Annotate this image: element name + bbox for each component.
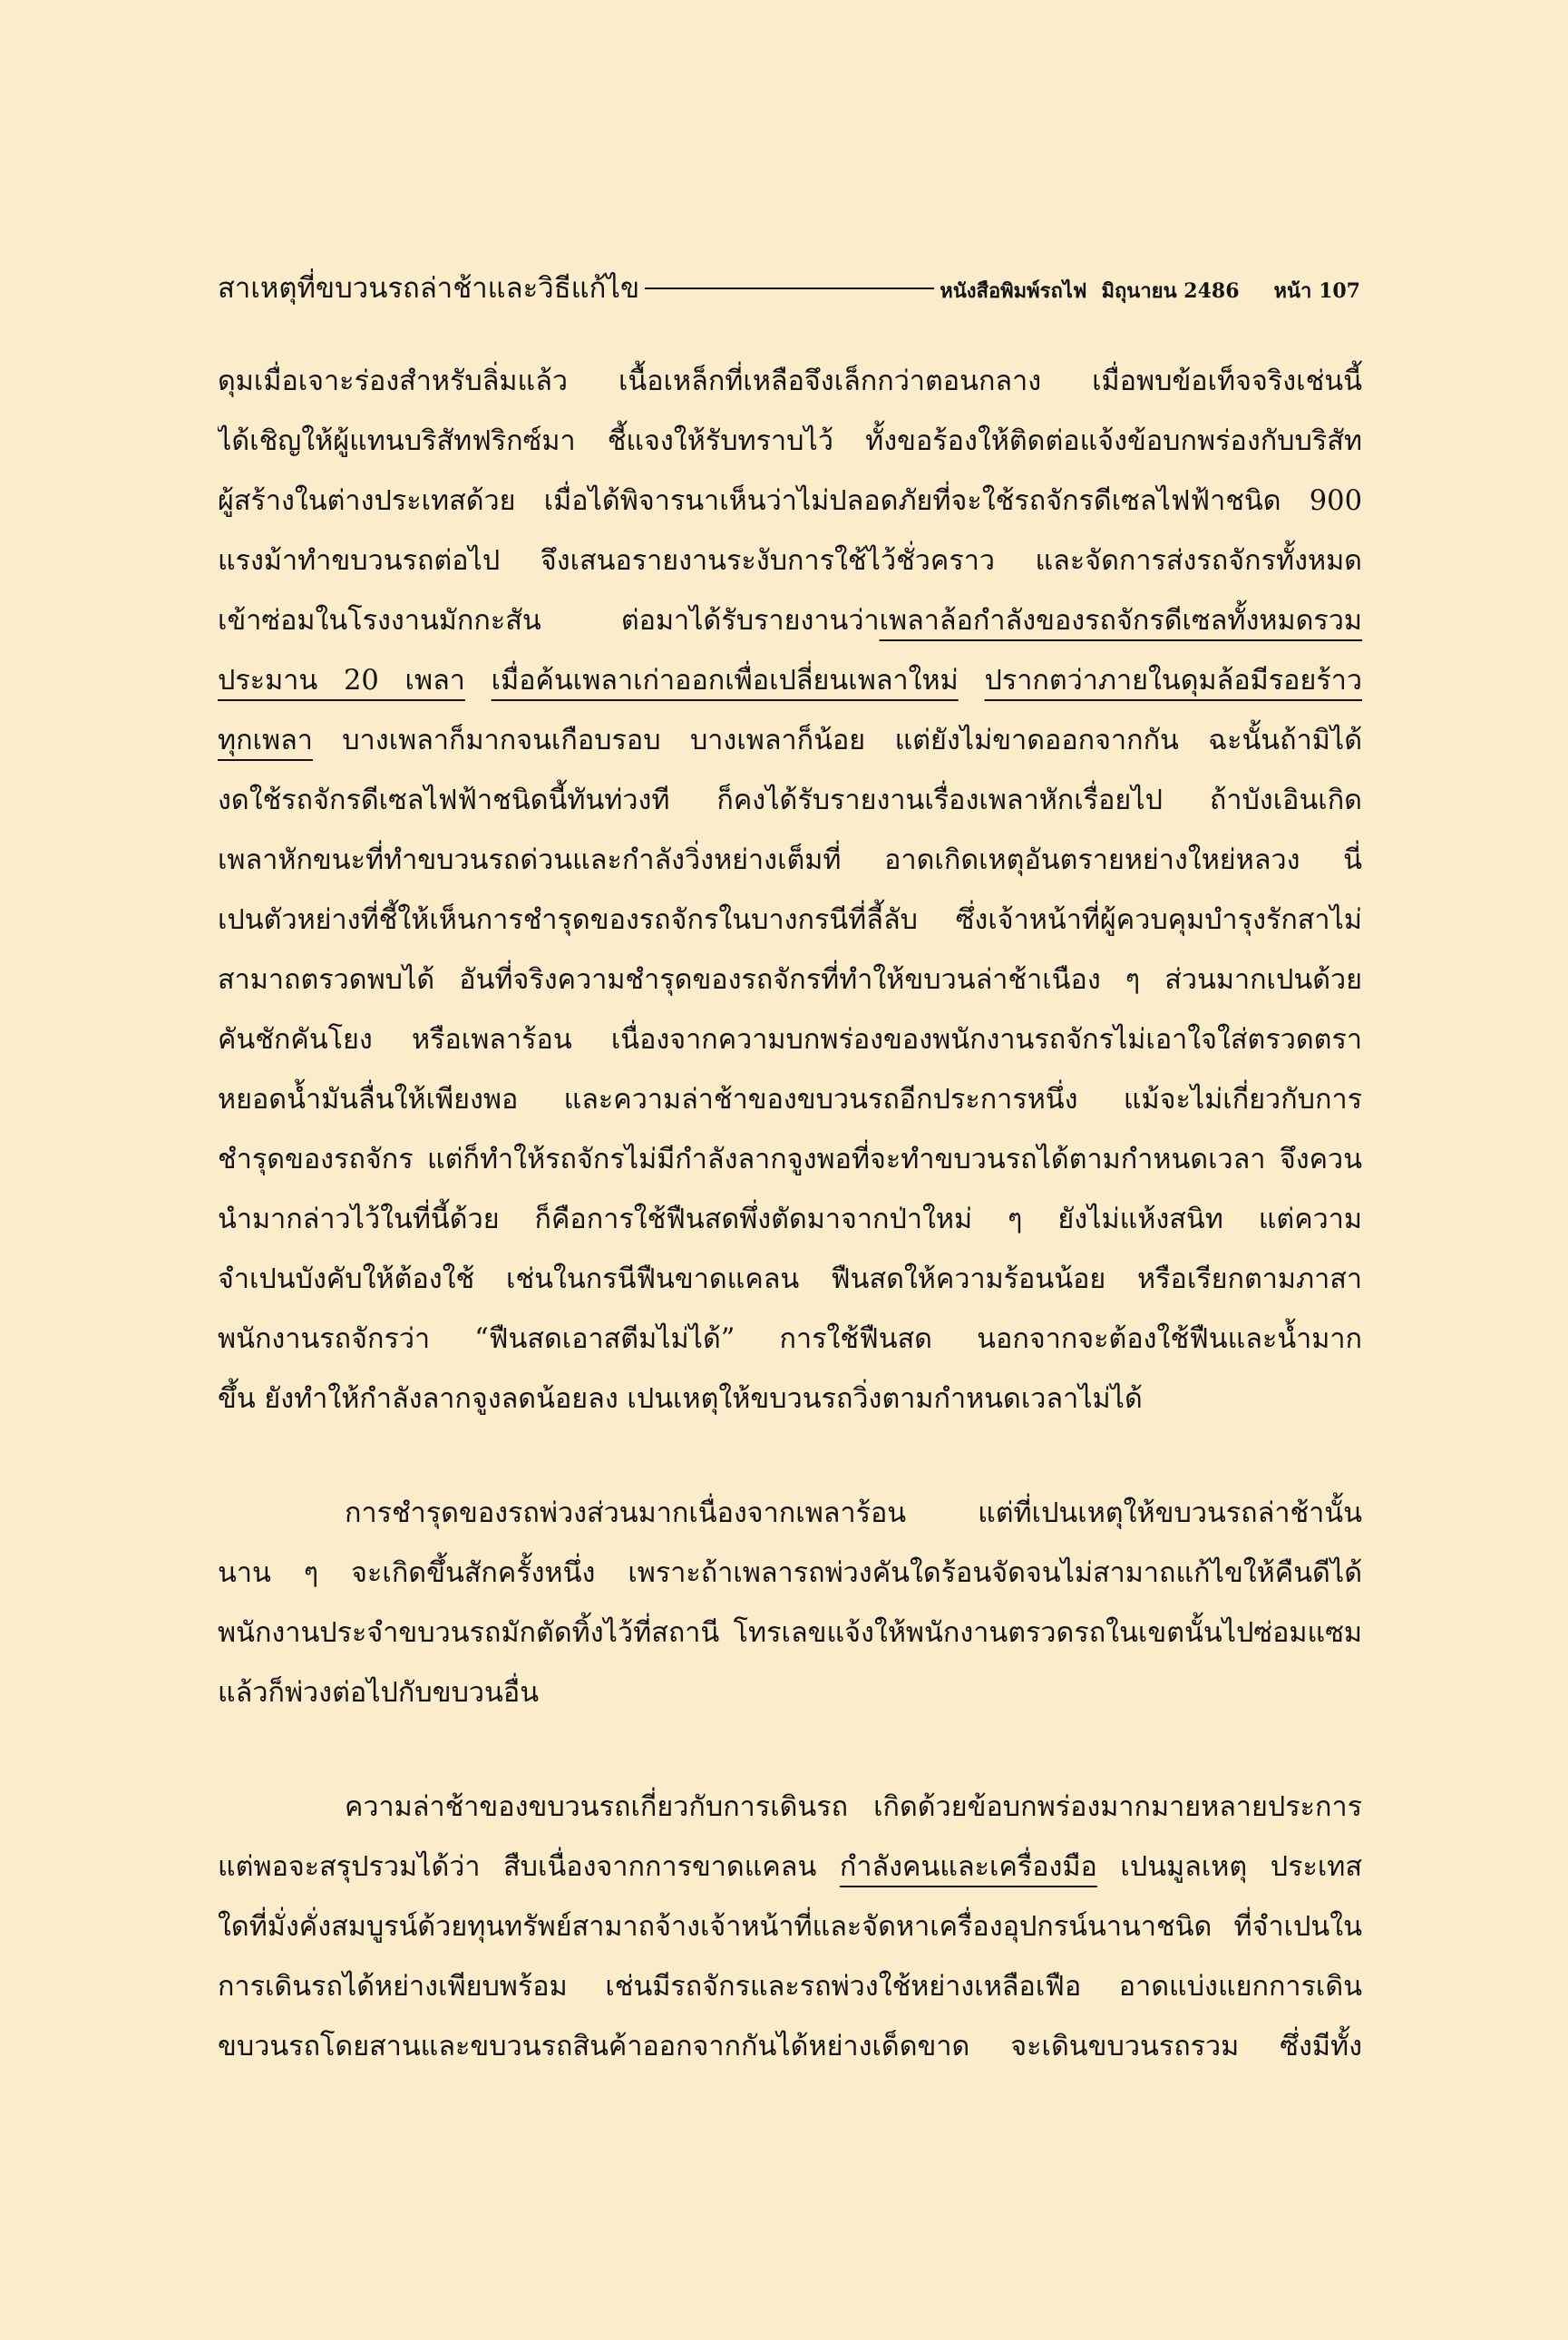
header-date: มิถุนายน 2486 — [1101, 279, 1240, 303]
text-line — [218, 591, 1362, 651]
text-line: การชำรุดของรถพ่วงส่วนมากเนื่องจากเพลาร้อน แต่ที่เปนเหตุให้ขบวนรถล่าช้านั้น — [345, 1497, 1362, 1529]
header-publication: หนังสือพิมพ์รถไฟ — [940, 279, 1087, 303]
text-line: จำเปนบังคับให้ต้องใช้ เช่นในกรนีฟืนขาดแคลน ฟืนสดให้ความร้อนน้อย หรือเรียกตามภาสา — [218, 1263, 1362, 1295]
paragraph-gap — [218, 1429, 1362, 1484]
text-segment — [465, 665, 492, 697]
text-line — [218, 1838, 1362, 1897]
text-line: แล้วก็พ่วงต่อไปกับขบวนอื่น — [218, 1677, 540, 1709]
text-line: ขึ้น ยังทำให้กำลังลากจูงลดน้อยลง เปนเหตุให้ขบวนรถวิ่งตามกำหนดเวลาไม่ได้ — [218, 1383, 1143, 1415]
header-rule — [645, 288, 934, 289]
text-line: พนักงานรถจักรว่า “ฟืนสดเอาสตีมไม่ได้” การใช้ฟืนสด นอกจากจะต้องใช้ฟืนและน้ำมาก — [218, 1323, 1362, 1355]
text-segment: แต่พอจะสรุปรวมได้ว่า สืบเนื่องจากการขาดแคลน — [218, 1851, 840, 1883]
text-line: ชำรุดของรถจักร แต่ก็ทำให้รถจักรไม่มีกำลังลากจูงพอที่จะทำขบวนรถได้ตามกำหนดเวลา จึงควน — [218, 1144, 1362, 1175]
text-segment: เปนมูลเหตุ ประเทส — [1096, 1851, 1362, 1883]
paragraph-gap — [218, 1723, 1362, 1778]
paragraph-2 — [218, 1484, 1362, 1723]
body-text — [218, 352, 1362, 2077]
text-line: เปนตัวหย่างที่ชี้ให้เห็นการชำรุดของรถจักรในบางกรนีที่ลี้ลับ ซึ่งเจ้าหน้าที่ผู้ควบคุมบำรุงรักสาไม่ — [218, 904, 1362, 936]
text-line: คันชักคันโยง หรือเพลาร้อน เนื่องจากความบกพร่องของพนักงานรถจักรไม่เอาใจใส่ตรวดตรา — [218, 1024, 1362, 1056]
paragraph-1 — [218, 352, 1362, 1429]
running-header — [218, 265, 1360, 316]
text-line: ได้เชิญให้ผู้แทนบริสัทฟริกซ์มา ชี้แจงให้รับทราบไว้ ทั้งขอร้องให้ติดต่อแจ้งข้อบกพร่องกับบริสัท — [218, 425, 1362, 457]
text-line — [218, 651, 1362, 711]
paragraph-3 — [218, 1778, 1362, 2077]
underlined-text: เมื่อค้นเพลาเก่าออกเพื่อเปลี่ยนเพลาใหม่ — [491, 665, 959, 697]
text-segment: บางเพลาก็มากจนเกือบรอบ บางเพลาก็น้อย แต่ยังไม่ขาดออกจากกัน ฉะนั้นถ้ามิได้ — [312, 725, 1362, 756]
text-line: หยอดน้ำมันลื่นให้เพียงพอ และความล่าช้าของขบวนรถอีกประการหนึ่ง แม้จะไม่เกี่ยวกับการ — [218, 1084, 1362, 1116]
text-line: เพลาหักขนะที่ทำขบวนรถด่วนและกำลังวิ่งหย่างเต็มที่ อาดเกิดเหตุอันตรายหย่างใหย่หลวง นี่ — [218, 844, 1362, 876]
text-line: การเดินรถได้หย่างเพียบพร้อม เช่นมีรถจักรและรถพ่วงใช้หย่างเหลือเฟือ อาดแบ่งแยกการเดิน — [218, 1971, 1362, 2003]
underlined-text: เพลาล้อกำลังของรถจักรดีเซลทั้งหมดรวม — [879, 605, 1362, 637]
text-segment: เข้าซ่อมในโรงงานมักกะสัน ต่อมาได้รับรายงานว่า — [218, 605, 880, 637]
text-line: งดใช้รถจักรดีเซลไฟฟ้าชนิดนี้ทันท่วงที ก็คงได้รับรายงานเรื่องเพลาหักเรื่อยไป ถ้าบังเอินเกิด — [218, 785, 1362, 816]
text-line: แรงม้าทำขบวนรถต่อไป จึงเสนอรายงานระงับการใช้ไว้ชั่วคราว และจัดการส่งรถจักรทั้งหมด — [218, 545, 1362, 577]
underlined-text: ปรากตว่าภายในดุมล้อมีรอยร้าว — [984, 665, 1362, 697]
underlined-text: ประมาน 20 เพลา — [218, 665, 465, 697]
text-line — [218, 711, 1362, 771]
underlined-text: กำลังคนและเครื่องมือ — [839, 1851, 1097, 1883]
underlined-text: ทุกเพลา — [218, 725, 313, 756]
text-line: พนักงานประจำขบวนรถมักตัดทิ้งไว้ที่สถานี โทรเลขแจ้งให้พนักงานตรวดรถในเขตนั้นไปซ่อมแซม — [218, 1617, 1362, 1649]
text-line: นำมากล่าวไว้ในที่นี้ด้วย ก็คือการใช้ฟืนสดพึ่งตัดมาจากป่าใหม่ ๆ ยังไม่แห้งสนิท แต่ความ — [218, 1204, 1362, 1235]
text-segment — [959, 665, 985, 697]
text-line: ขบวนรถโดยสานและขบวนรถสินค้าออกจากกันได้หย่างเด็ดขาด จะเดินขบวนรถรวม ซึ่งมีทั้ง — [218, 2031, 1362, 2062]
text-line: ผู้สร้างในต่างประเทสด้วย เมื่อได้พิจารนาเห็นว่าไม่ปลอดภัยที่จะใช้รถจักรดีเซลไฟฟ้าชนิด 900 — [218, 485, 1362, 517]
header-title: สาเหตุที่ขบวนรถล่าช้าและวิธีแก้ไข — [218, 272, 640, 305]
text-line: สามาถตรวดพบได้ อันที่จริงความชำรุดของรถจักรที่ทำให้ขบวนล่าช้าเนือง ๆ ส่วนมากเปนด้วย — [218, 964, 1362, 996]
text-line: ใดที่มั่งคั่งสมบูรน์ด้วยทุนทรัพย์สามาถจ้างเจ้าหน้าที่และจัดหาเครื่องอุปกรน์นานาชนิด ที่จำเปนใน — [218, 1911, 1362, 1943]
text-line: นาน ๆ จะเกิดขึ้นสักครั้งหนึ่ง เพราะถ้าเพลารถพ่วงคันใดร้อนจัดจนไม่สามาถแก้ไขให้คืนดีได้ — [218, 1557, 1362, 1589]
header-page-number: หน้า 107 — [1273, 279, 1360, 303]
text-line: ดุมเมื่อเจาะร่องสำหรับลิ่มแล้ว เนื้อเหล็กที่เหลือจึงเล็กกว่าตอนกลาง เมื่อพบข้อเท็จจริงเช่นนี้ — [218, 366, 1362, 397]
text-line: ความล่าช้าของขบวนรถเกี่ยวกับการเดินรถ เกิดด้วยข้อบกพร่องมากมายหลายประการ — [345, 1791, 1362, 1823]
